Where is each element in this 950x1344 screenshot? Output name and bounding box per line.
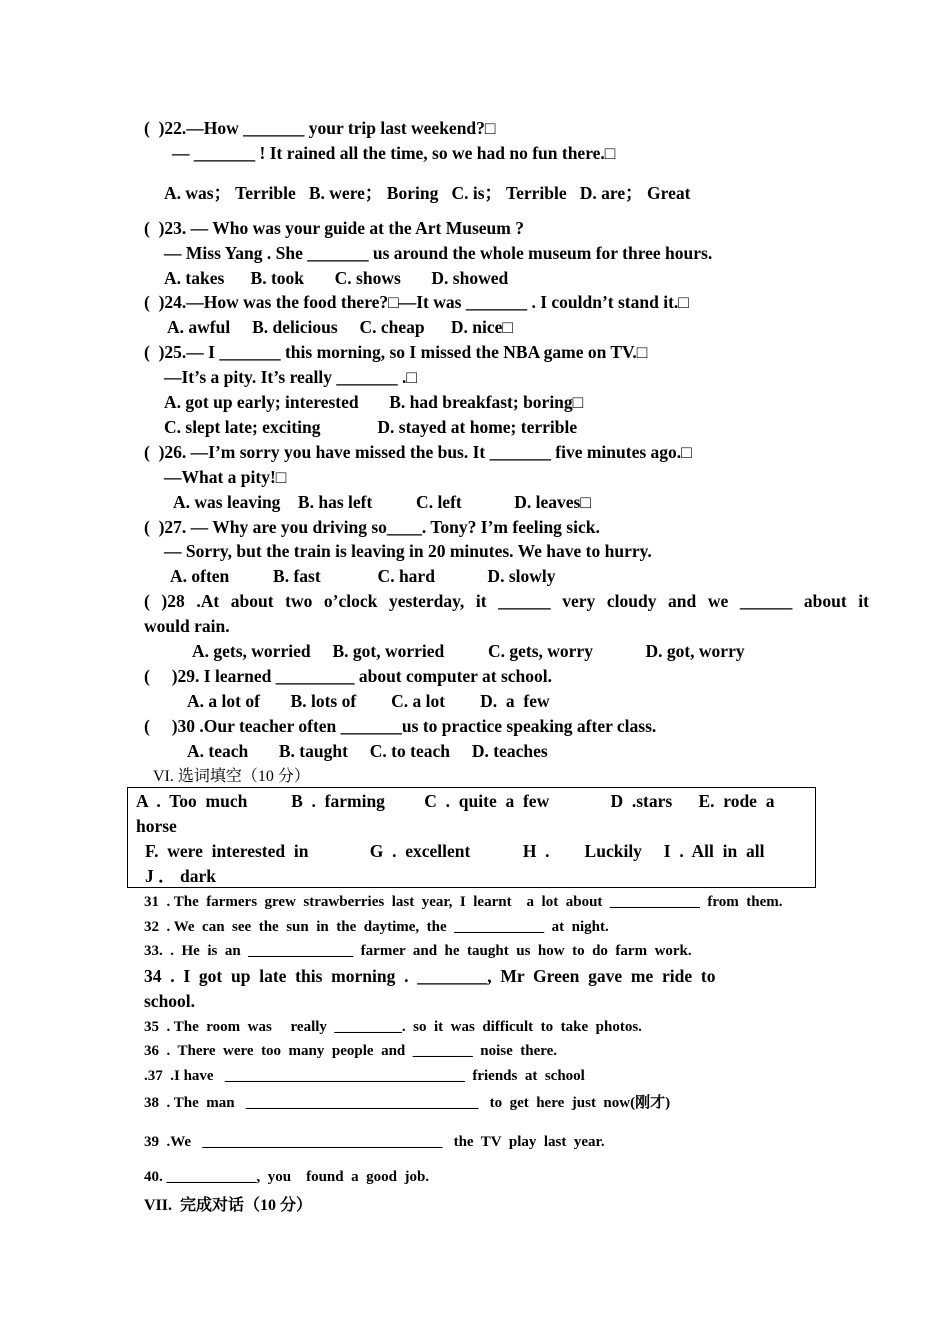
q26-options: A. was leaving B. has left C. left D. leaves□ bbox=[173, 492, 591, 512]
fill-item-40: 40. ____________, you found a good job. bbox=[144, 1169, 430, 1185]
q25-reply: —It’s a pity. It’s really _______ .□ bbox=[164, 367, 417, 387]
fill-item-32: 32 . We can see the sun in the daytime, the ____________ at night. bbox=[144, 919, 609, 935]
q27-stem: ( )27. — Why are you driving so____. Tony? I’m feeling sick. bbox=[144, 517, 600, 537]
q24-stem: ( )24.—How was the food there?□—It was _______ . I couldn’t stand it.□ bbox=[144, 292, 689, 312]
fill-item-39: 39 .We ________________________________ the TV play last year. bbox=[144, 1134, 605, 1150]
word-bank-row-1: A . Too much B . farming C . quite a few D .stars E. rode a bbox=[136, 791, 775, 811]
q27-reply: — Sorry, but the train is leaving in 20 minutes. We have to hurry. bbox=[164, 541, 652, 561]
q30-options: A. teach B. taught C. to teach D. teaches bbox=[187, 741, 548, 761]
q25-options-1: A. got up early; interested B. had breakfast; boring□ bbox=[164, 392, 584, 412]
q28-stem: ( )28 .At about two o’clock yesterday, it ______ very cloudy and we ______ about it bbox=[144, 591, 869, 611]
q26-stem: ( )26. —I’m sorry you have missed the bus. It _______ five minutes ago.□ bbox=[144, 442, 692, 462]
q25-stem: ( )25.— I _______ this morning, so I missed the NBA game on TV.□ bbox=[144, 342, 648, 362]
section-7-heading: VII. 完成对话（10 分） bbox=[144, 1197, 313, 1214]
q30-stem: ( )30 .Our teacher often _______us to practice speaking after class. bbox=[144, 716, 657, 736]
fill-item-34: 34 . I got up late this morning . ________, Mr Green gave me ride to bbox=[144, 966, 716, 986]
q23-reply: — Miss Yang . She _______ us around the whole museum for three hours. bbox=[164, 243, 713, 263]
q29-options: A. a lot of B. lots of C. a lot D. a few bbox=[187, 691, 550, 711]
q28-stem-cont: would rain. bbox=[144, 616, 230, 636]
q28-options: A. gets, worried B. got, worried C. gets, worry D. got, worry bbox=[192, 641, 745, 661]
q27-options: A. often B. fast C. hard D. slowly bbox=[170, 566, 556, 586]
q23-stem: ( )23. — Who was your guide at the Art Museum ? bbox=[144, 218, 524, 238]
fill-item-37: .37 .I have ________________________________ friends at school bbox=[144, 1068, 585, 1084]
fill-item-33: 33. . He is an ______________ farmer and he taught us how to do farm work. bbox=[144, 943, 692, 959]
q22-reply: — _______ ! It rained all the time, so we had no fun there.□ bbox=[172, 143, 616, 163]
q23-options: A. takes B. took C. shows D. showed bbox=[164, 268, 509, 288]
q22-options: A. was； Terrible B. were； Boring C. is； Terrible D. are； Great bbox=[164, 183, 691, 203]
q22-stem: ( )22.—How _______ your trip last weekend?□ bbox=[144, 118, 496, 138]
q26-reply: —What a pity!□ bbox=[164, 467, 287, 487]
fill-item-34-cont: school. bbox=[144, 991, 196, 1011]
section-6-heading: VI. 选词填空（10 分） bbox=[153, 768, 310, 785]
word-bank-row-3: J ． dark bbox=[145, 866, 216, 886]
word-bank-row-2: F. were interested in G . excellent H . Luckily I . All in all bbox=[145, 841, 765, 861]
q25-options-2: C. slept late; exciting D. stayed at home; terrible bbox=[164, 417, 578, 437]
q24-options: A. awful B. delicious C. cheap D. nice□ bbox=[167, 317, 513, 337]
fill-item-36: 36 . There were too many people and ________ noise there. bbox=[144, 1043, 558, 1059]
fill-item-35: 35 . The room was really _________. so it was difficult to take photos. bbox=[144, 1019, 642, 1035]
q29-stem: ( )29. I learned _________ about computer at school. bbox=[144, 666, 552, 686]
fill-item-31: 31 . The farmers grew strawberries last year, I learnt a lot about ____________ from them. bbox=[144, 894, 783, 910]
word-bank-row-1b: horse bbox=[136, 816, 177, 836]
fill-item-38: 38 . The man _______________________________ to get here just now(刚才) bbox=[144, 1095, 671, 1111]
